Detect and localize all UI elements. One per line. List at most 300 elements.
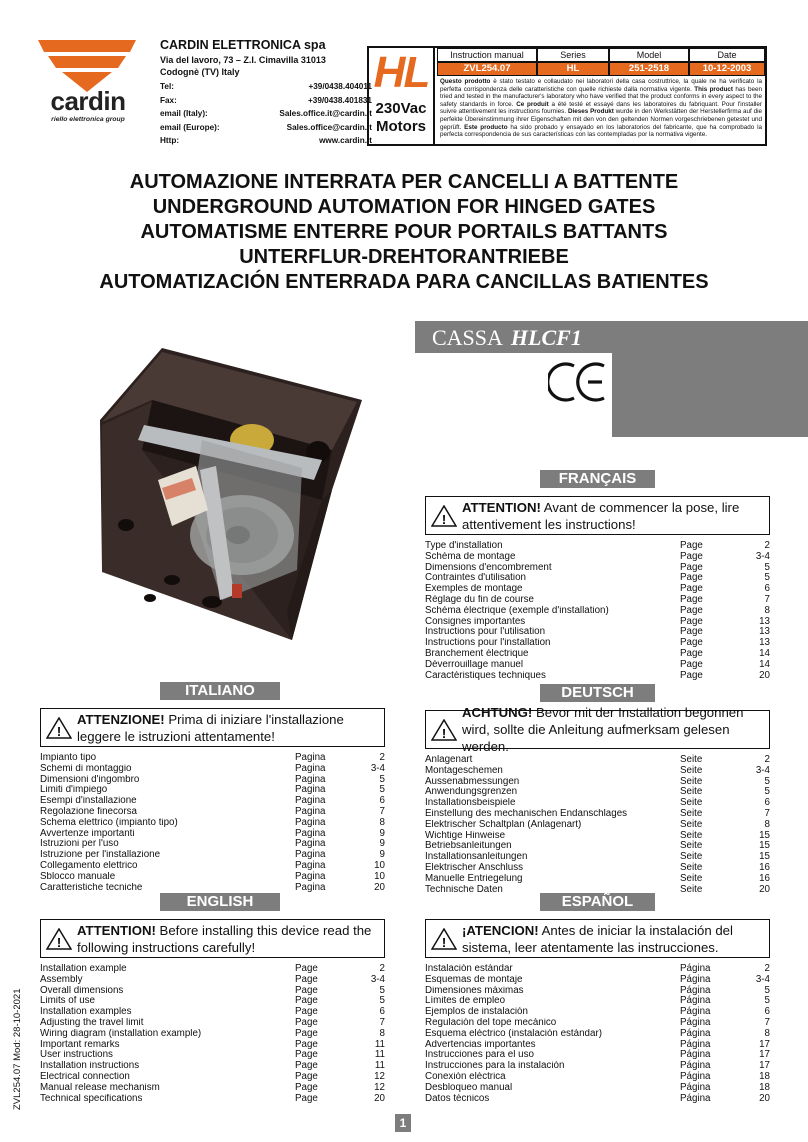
meta-value-series: HL [537, 62, 609, 76]
toc-row [425, 986, 770, 997]
toc-row [425, 1072, 770, 1083]
warning-box [425, 496, 770, 535]
contact-label: Fax: [160, 95, 177, 105]
disclaimer-part: Este producto [464, 123, 508, 131]
toc-row [425, 1040, 770, 1051]
toc-entry-title: Istruzione per l'installazione [40, 850, 161, 861]
toc-page-number: 8 [764, 1027, 770, 1039]
toc-entry-title: Schéma de montage [425, 551, 516, 562]
toc-page-number: 20 [374, 881, 385, 893]
toc-row [425, 874, 770, 885]
cardin-logo [38, 38, 138, 128]
toc-entry-title: Dimensions d'encombrement [425, 562, 552, 573]
toc-page-label: Page [295, 1092, 318, 1104]
toc-page-number: 13 [759, 615, 770, 627]
toc-entry-title: Instructions pour l'installation [425, 638, 551, 649]
toc-page-label: Pagina [295, 827, 326, 839]
toc-page-number: 5 [764, 995, 770, 1007]
toc-page-number: 20 [759, 1092, 770, 1104]
toc-row [40, 1050, 385, 1061]
toc-row [425, 766, 770, 777]
toc-entry-title: Schemi di montaggio [40, 763, 132, 774]
toc-page-label: Página [680, 984, 711, 996]
disclaimer-part: Ce produit [516, 100, 549, 108]
toc-page-label: Página [680, 1006, 711, 1018]
toc-page-label: Página [680, 1081, 711, 1093]
warning-icon [426, 719, 462, 741]
toc-page-label: Página [680, 963, 711, 974]
section-heading: ITALIANO [160, 682, 280, 700]
toc-page-number: 12 [374, 1081, 385, 1093]
side-code-text: ZVL254.07 Mod: 28-10-2021 [12, 988, 23, 1110]
toc-page-label: Seite [680, 861, 703, 873]
toc-entry-title: Einstellung des mechanischen Endanschlages [425, 808, 628, 819]
toc-page-label: Página [680, 1060, 711, 1072]
toc-row [425, 964, 770, 975]
meta-header-series: Series [537, 48, 609, 62]
logo-wordmark: cardin [50, 86, 126, 116]
toc-entry-title: Betriebsanleitungen [425, 841, 512, 852]
toc-entry-title: Avvertenze importanti [40, 828, 135, 839]
toc-page-label: Pagina [295, 838, 326, 850]
toc-page-label: Seite [680, 883, 703, 895]
series-letters: HL [373, 48, 429, 97]
toc-list [40, 753, 385, 893]
toc-page-number: 11 [374, 1038, 385, 1050]
toc-page-label: Page [295, 984, 318, 996]
toc-entry-title: Adjusting the travel limit [40, 1017, 144, 1028]
toc-row [425, 798, 770, 809]
toc-page-label: Página [680, 1049, 711, 1061]
toc-page-label: Page [295, 1016, 318, 1028]
toc-row [425, 755, 770, 766]
toc-entry-title: Installation instructions [40, 1061, 140, 1072]
svg-text:!: ! [441, 725, 447, 741]
warning-icon [41, 928, 77, 950]
toc-page-label: Seite [680, 872, 703, 884]
toc-page-number: 5 [379, 984, 385, 996]
toc-page-label: Page [680, 540, 703, 551]
toc-row [40, 986, 385, 997]
cassa-model: HLCF1 [510, 325, 582, 350]
warning-text: ¡ATENCION! Antes de iniciar la instalación del sistema, leer atentamente las instrucciones. [462, 922, 733, 955]
toc-page-label: Page [295, 1060, 318, 1072]
title-italian: AUTOMAZIONE INTERRATA PER CANCELLI A BATTENTE [129, 171, 679, 193]
meta-value-manual: ZVL254.07 [437, 62, 537, 76]
toc-page-label: Page [680, 572, 703, 584]
warning-box [425, 705, 770, 754]
svg-text:!: ! [56, 723, 62, 739]
toc-row [425, 1083, 770, 1094]
meta-header-date: Date [689, 48, 765, 62]
toc-row [40, 883, 385, 894]
toc-row [425, 617, 770, 628]
toc-entry-title: Technical specifications [40, 1093, 143, 1104]
svg-text:!: ! [441, 934, 447, 950]
toc-page-number: 9 [379, 827, 385, 839]
meta-header-manual: Instruction manual [437, 48, 537, 62]
toc-page-label: Page [295, 1081, 318, 1093]
toc-page-number: 20 [759, 883, 770, 895]
toc-row [425, 541, 770, 552]
toc-entry-title: Dimensiones máximas [425, 985, 524, 996]
toc-row [40, 807, 385, 818]
toc-page-number: 18 [759, 1070, 770, 1082]
warning-text: ATTENTION! Before installing this device read the following instructions carefully! [77, 922, 372, 955]
document-titles [40, 170, 768, 295]
contact-label: Tel: [160, 82, 174, 91]
toc-entry-title: Important remarks [40, 1039, 120, 1050]
toc-page-label: Seite [680, 764, 703, 776]
toc-page-label: Página [680, 1016, 711, 1028]
warning-text: ACHTUNG! Bevor mit der Installation begonnen wird, sollte die Anleitung aufmerksam gelesen werden. [462, 705, 744, 754]
toc-entry-title: Montageschemen [425, 765, 503, 776]
toc-entry-title: Caractéristiques techniques [425, 670, 546, 681]
toc-page-number: 13 [759, 637, 770, 649]
contact-row [160, 94, 372, 108]
contact-row [160, 80, 372, 94]
toc-entry-title: Overall dimensions [40, 985, 124, 996]
contact-value: www.cardin.it [319, 136, 372, 146]
toc-entry-title: Assembly [40, 974, 83, 985]
toc-page-number: 2 [764, 540, 770, 551]
toc-page-number: 6 [764, 1006, 770, 1018]
toc-page-number: 5 [379, 784, 385, 796]
toc-row [425, 809, 770, 820]
warning-icon [426, 505, 462, 527]
toc-page-number: 6 [764, 797, 770, 809]
toc-page-label: Pagina [295, 881, 326, 893]
toc-page-label: Page [680, 647, 703, 659]
toc-row [425, 563, 770, 574]
toc-row [425, 996, 770, 1007]
toc-page-number: 20 [374, 1092, 385, 1104]
toc-page-number: 6 [379, 1006, 385, 1018]
section-heading: FRANÇAIS [540, 470, 655, 488]
toc-row [425, 638, 770, 649]
toc-row [425, 863, 770, 874]
toc-page-label: Pagina [295, 849, 326, 861]
contact-value: Sales.office@cardin.it [286, 122, 372, 132]
toc-page-number: 17 [759, 1049, 770, 1061]
company-contacts [160, 80, 372, 148]
toc-page-label: Seite [680, 818, 703, 830]
toc-page-number: 16 [759, 872, 770, 884]
toc-page-label: Pagina [295, 795, 326, 807]
toc-page-number: 12 [374, 1070, 385, 1082]
toc-row [425, 1061, 770, 1072]
toc-entry-title: Impianto tipo [40, 753, 97, 763]
toc-page-number: 11 [374, 1060, 385, 1072]
toc-page-number: 17 [759, 1060, 770, 1072]
toc-page-label: Seite [680, 797, 703, 809]
logo-subtitle: riello elettronica group [51, 116, 125, 123]
title-english: UNDERGROUND AUTOMATION FOR HINGED GATES [152, 196, 656, 218]
toc-entry-title: Elektrischer Anschluss [425, 862, 524, 873]
toc-row [425, 1029, 770, 1040]
product-photo [92, 340, 372, 640]
toc-entry-title: Instalación estándar [425, 964, 513, 974]
toc-page-number: 2 [764, 754, 770, 765]
toc-row [425, 820, 770, 831]
toc-entry-title: Type d'installation [425, 541, 503, 551]
toc-page-label: Seite [680, 829, 703, 841]
toc-page-label: Page [680, 593, 703, 605]
toc-row [425, 584, 770, 595]
toc-page-number: 5 [764, 984, 770, 996]
toc-entry-title: Esempi d'installazione [40, 796, 137, 807]
toc-entry-title: Sblocco manuale [40, 871, 116, 882]
cassa-title [432, 322, 582, 354]
contact-row [160, 121, 372, 135]
toc-entry-title: Limits of use [40, 996, 95, 1007]
toc-entry-title: Schéma électrique (exemple d'installation) [425, 605, 609, 616]
toc-entry-title: Contraintes d'utilisation [425, 573, 526, 584]
address-line-2: Codognè (TV) Italy [160, 67, 240, 77]
toc-row [40, 796, 385, 807]
warning-text: ATTENTION! Avant de commencer la pose, lire attentivement les instructions! [462, 499, 740, 532]
toc-page-label: Pagina [295, 805, 326, 817]
toc-row [425, 671, 770, 682]
toc-page-number: 8 [379, 816, 385, 828]
toc-row [40, 818, 385, 829]
toc-page-number: 18 [759, 1081, 770, 1093]
warning-icon [41, 717, 77, 739]
page-number: 1 [395, 1114, 411, 1132]
toc-entry-title: Regulación del tope mecánico [425, 1017, 557, 1028]
section-heading: ESPAÑOL [540, 893, 655, 911]
toc-entry-title: Installation examples [40, 1007, 132, 1018]
toc-row [40, 1018, 385, 1029]
toc-entry-title: Conexión eléctrica [425, 1071, 506, 1082]
toc-page-number: 9 [379, 838, 385, 850]
toc-page-number: 5 [764, 775, 770, 787]
toc-page-number: 15 [759, 851, 770, 863]
toc-page-label: Page [680, 637, 703, 649]
toc-page-label: Page [680, 626, 703, 638]
meta-header-row [437, 48, 765, 62]
ce-mark-icon [548, 360, 608, 404]
test-disclaimer [440, 78, 762, 139]
section-deutsch [425, 684, 770, 895]
toc-row [425, 573, 770, 584]
manual-meta-table [437, 48, 765, 76]
toc-page-label: Página [680, 1092, 711, 1104]
toc-page-label: Page [680, 604, 703, 616]
contact-value: +39/0438.401831 [308, 95, 372, 105]
toc-row [425, 841, 770, 852]
toc-row [40, 964, 385, 975]
section-italiano [40, 682, 385, 893]
toc-page-number: 5 [764, 572, 770, 584]
company-name: CARDIN ELETTRONICA spa [160, 38, 326, 52]
toc-page-number: 8 [764, 604, 770, 616]
side-document-code [10, 990, 24, 1110]
toc-entry-title: Installationsanleitungen [425, 852, 528, 863]
toc-page-number: 20 [759, 669, 770, 681]
toc-page-number: 7 [764, 807, 770, 819]
toc-list [425, 541, 770, 681]
toc-page-number: 13 [759, 626, 770, 638]
toc-row [40, 839, 385, 850]
toc-page-label: Page [295, 963, 318, 974]
svg-text:!: ! [441, 511, 447, 527]
toc-row [40, 785, 385, 796]
toc-list [425, 755, 770, 895]
toc-page-label: Page [680, 550, 703, 562]
toc-page-number: 3-4 [755, 973, 770, 985]
toc-page-number: 5 [379, 995, 385, 1007]
disclaimer-part: a été testé et essayé dans les laboratoires du fabriquant. Pour l'installer suivre attentivement les instructions fournies. [440, 100, 763, 116]
address-line-1: Via del lavoro, 73 – Z.I. Cimavilla 31013 [160, 55, 326, 65]
underground-box-photo [92, 340, 372, 640]
toc-page-number: 14 [759, 658, 770, 670]
toc-page-label: Pagina [295, 752, 326, 763]
toc-entry-title: Anlagenart [425, 755, 473, 765]
toc-page-number: 17 [759, 1038, 770, 1050]
toc-row [40, 1007, 385, 1018]
contact-label: Http: [160, 136, 180, 146]
toc-page-label: Página [680, 995, 711, 1007]
disclaimer-part: è stato testato e collaudato nei laboratori della casa costruttrice, la quale ne ha verificato la perfetta corrispondenza delle caratteristiche con quelle richieste dalla normativa vigente. [440, 78, 762, 93]
warning-icon [426, 928, 462, 950]
toc-page-number: 7 [764, 593, 770, 605]
section-english [40, 893, 385, 1104]
toc-page-label: Page [680, 658, 703, 670]
toc-page-label: Pagina [295, 784, 326, 796]
toc-list [40, 964, 385, 1104]
contact-value: Sales.office.it@cardin.it [279, 109, 372, 119]
toc-row [40, 1083, 385, 1094]
cassa-label: CASSA [432, 325, 503, 350]
toc-row [40, 1094, 385, 1105]
toc-row [425, 552, 770, 563]
toc-page-number: 16 [759, 861, 770, 873]
toc-entry-title: Instrucciones para la instalación [425, 1061, 565, 1072]
toc-row [425, 627, 770, 638]
toc-page-label: Seite [680, 754, 703, 765]
cassa-gray-block [612, 353, 808, 437]
contact-label: email (Europe): [160, 122, 220, 132]
toc-entry-title: Ejemplos de instalación [425, 1007, 528, 1018]
toc-list [425, 964, 770, 1104]
toc-entry-title: Technische Daten [425, 884, 503, 895]
toc-row [40, 1029, 385, 1040]
disclaimer-part: Questo prodotto [440, 78, 491, 85]
toc-page-label: Página [680, 973, 711, 985]
toc-entry-title: User instructions [40, 1050, 113, 1061]
toc-entry-title: Instructions pour l'utilisation [425, 627, 546, 638]
toc-entry-title: Esquema eléctrico (instalación estándar) [425, 1028, 602, 1039]
toc-entry-title: Desbloqueo manual [425, 1082, 513, 1093]
contact-value: +39/0438.404011 [308, 82, 372, 91]
toc-row [425, 975, 770, 986]
toc-entry-title: Istruzioni per l'uso [40, 839, 119, 850]
toc-row [425, 649, 770, 660]
toc-page-number: 6 [379, 795, 385, 807]
toc-page-number: 2 [764, 963, 770, 974]
toc-page-label: Pagina [295, 816, 326, 828]
toc-page-label: Página [680, 1038, 711, 1050]
title-german: UNTERFLUR-DREHTORANTRIEBE [239, 246, 569, 268]
toc-page-label: Seite [680, 840, 703, 852]
toc-page-number: 3-4 [755, 550, 770, 562]
toc-entry-title: Instrucciones para el uso [425, 1050, 534, 1061]
toc-row [425, 595, 770, 606]
toc-row [40, 1072, 385, 1083]
toc-entry-title: Electrical connection [40, 1071, 130, 1082]
toc-page-number: 8 [764, 818, 770, 830]
meta-value-model: 251-2518 [609, 62, 689, 76]
toc-row [40, 753, 385, 764]
toc-page-label: Seite [680, 775, 703, 787]
toc-page-label: Página [680, 1027, 711, 1039]
toc-page-number: 11 [374, 1049, 385, 1061]
toc-entry-title: Consignes importantes [425, 616, 526, 627]
toc-page-label: Pagina [295, 773, 326, 785]
toc-page-number: 3-4 [370, 973, 385, 985]
toc-entry-title: Collegamento elettrico [40, 860, 138, 871]
series-voltage: 230Vac [375, 100, 427, 117]
contact-row [160, 107, 372, 121]
toc-row [40, 1061, 385, 1072]
toc-page-label: Pagina [295, 762, 326, 774]
toc-row [40, 850, 385, 861]
toc-entry-title: Manual release mechanism [40, 1082, 160, 1093]
toc-page-number: 7 [379, 1016, 385, 1028]
toc-page-label: Page [295, 1049, 318, 1061]
toc-entry-title: Anwendungsgrenzen [425, 787, 518, 798]
disclaimer-part: has been tried and tested in the manufacturer's laboratory who have verified that the product conforms in every aspect to the safety standards in force. [440, 85, 762, 108]
toc-entry-title: Límites de empleo [425, 996, 506, 1007]
toc-page-number: 8 [379, 1027, 385, 1039]
toc-row [425, 606, 770, 617]
company-address [160, 54, 370, 78]
toc-entry-title: Regolazione finecorsa [40, 806, 137, 817]
toc-page-label: Page [295, 973, 318, 985]
title-french: AUTOMATISME ENTERRE POUR PORTAILS BATTANTS [140, 221, 668, 243]
toc-page-label: Pagina [295, 870, 326, 882]
toc-entry-title: Datos técnicos [425, 1093, 490, 1104]
toc-row [40, 829, 385, 840]
contact-row [160, 134, 372, 148]
toc-entry-title: Wiring diagram (installation example) [40, 1028, 202, 1039]
toc-page-number: 6 [764, 583, 770, 595]
toc-entry-title: Schema elettrico (impianto tipo) [40, 817, 178, 828]
disclaimer-part: wurde in den Werkstätten der Herstellerfirma auf die perfekte Übereinstimmung ihrer Eigenschaften mit den von den geltenden Normen vorgeschriebenen getestet und geprüft. [440, 108, 762, 131]
toc-row [425, 660, 770, 671]
meta-header-model: Model [609, 48, 689, 62]
toc-entry-title: Dimensioni d'ingombro [40, 774, 140, 785]
toc-entry-title: Advertencias importantes [425, 1039, 536, 1050]
series-badge [369, 48, 435, 144]
section-heading: ENGLISH [160, 893, 280, 911]
toc-entry-title: Aussenabmessungen [425, 776, 520, 787]
section-espanol [425, 893, 770, 1104]
toc-page-number: 2 [379, 963, 385, 974]
toc-page-number: 7 [764, 1016, 770, 1028]
toc-page-number: 7 [379, 805, 385, 817]
toc-page-label: Page [680, 561, 703, 573]
toc-entry-title: Exemples de montage [425, 584, 523, 595]
toc-row [425, 1007, 770, 1018]
toc-page-label: Page [680, 615, 703, 627]
section-francais [425, 470, 770, 681]
toc-row [40, 872, 385, 883]
toc-row [40, 861, 385, 872]
toc-entry-title: Branchement électrique [425, 648, 529, 659]
warning-text: ATTENZIONE! Prima di iniziare l'installazione leggere le istruzioni attentamente! [77, 711, 344, 744]
